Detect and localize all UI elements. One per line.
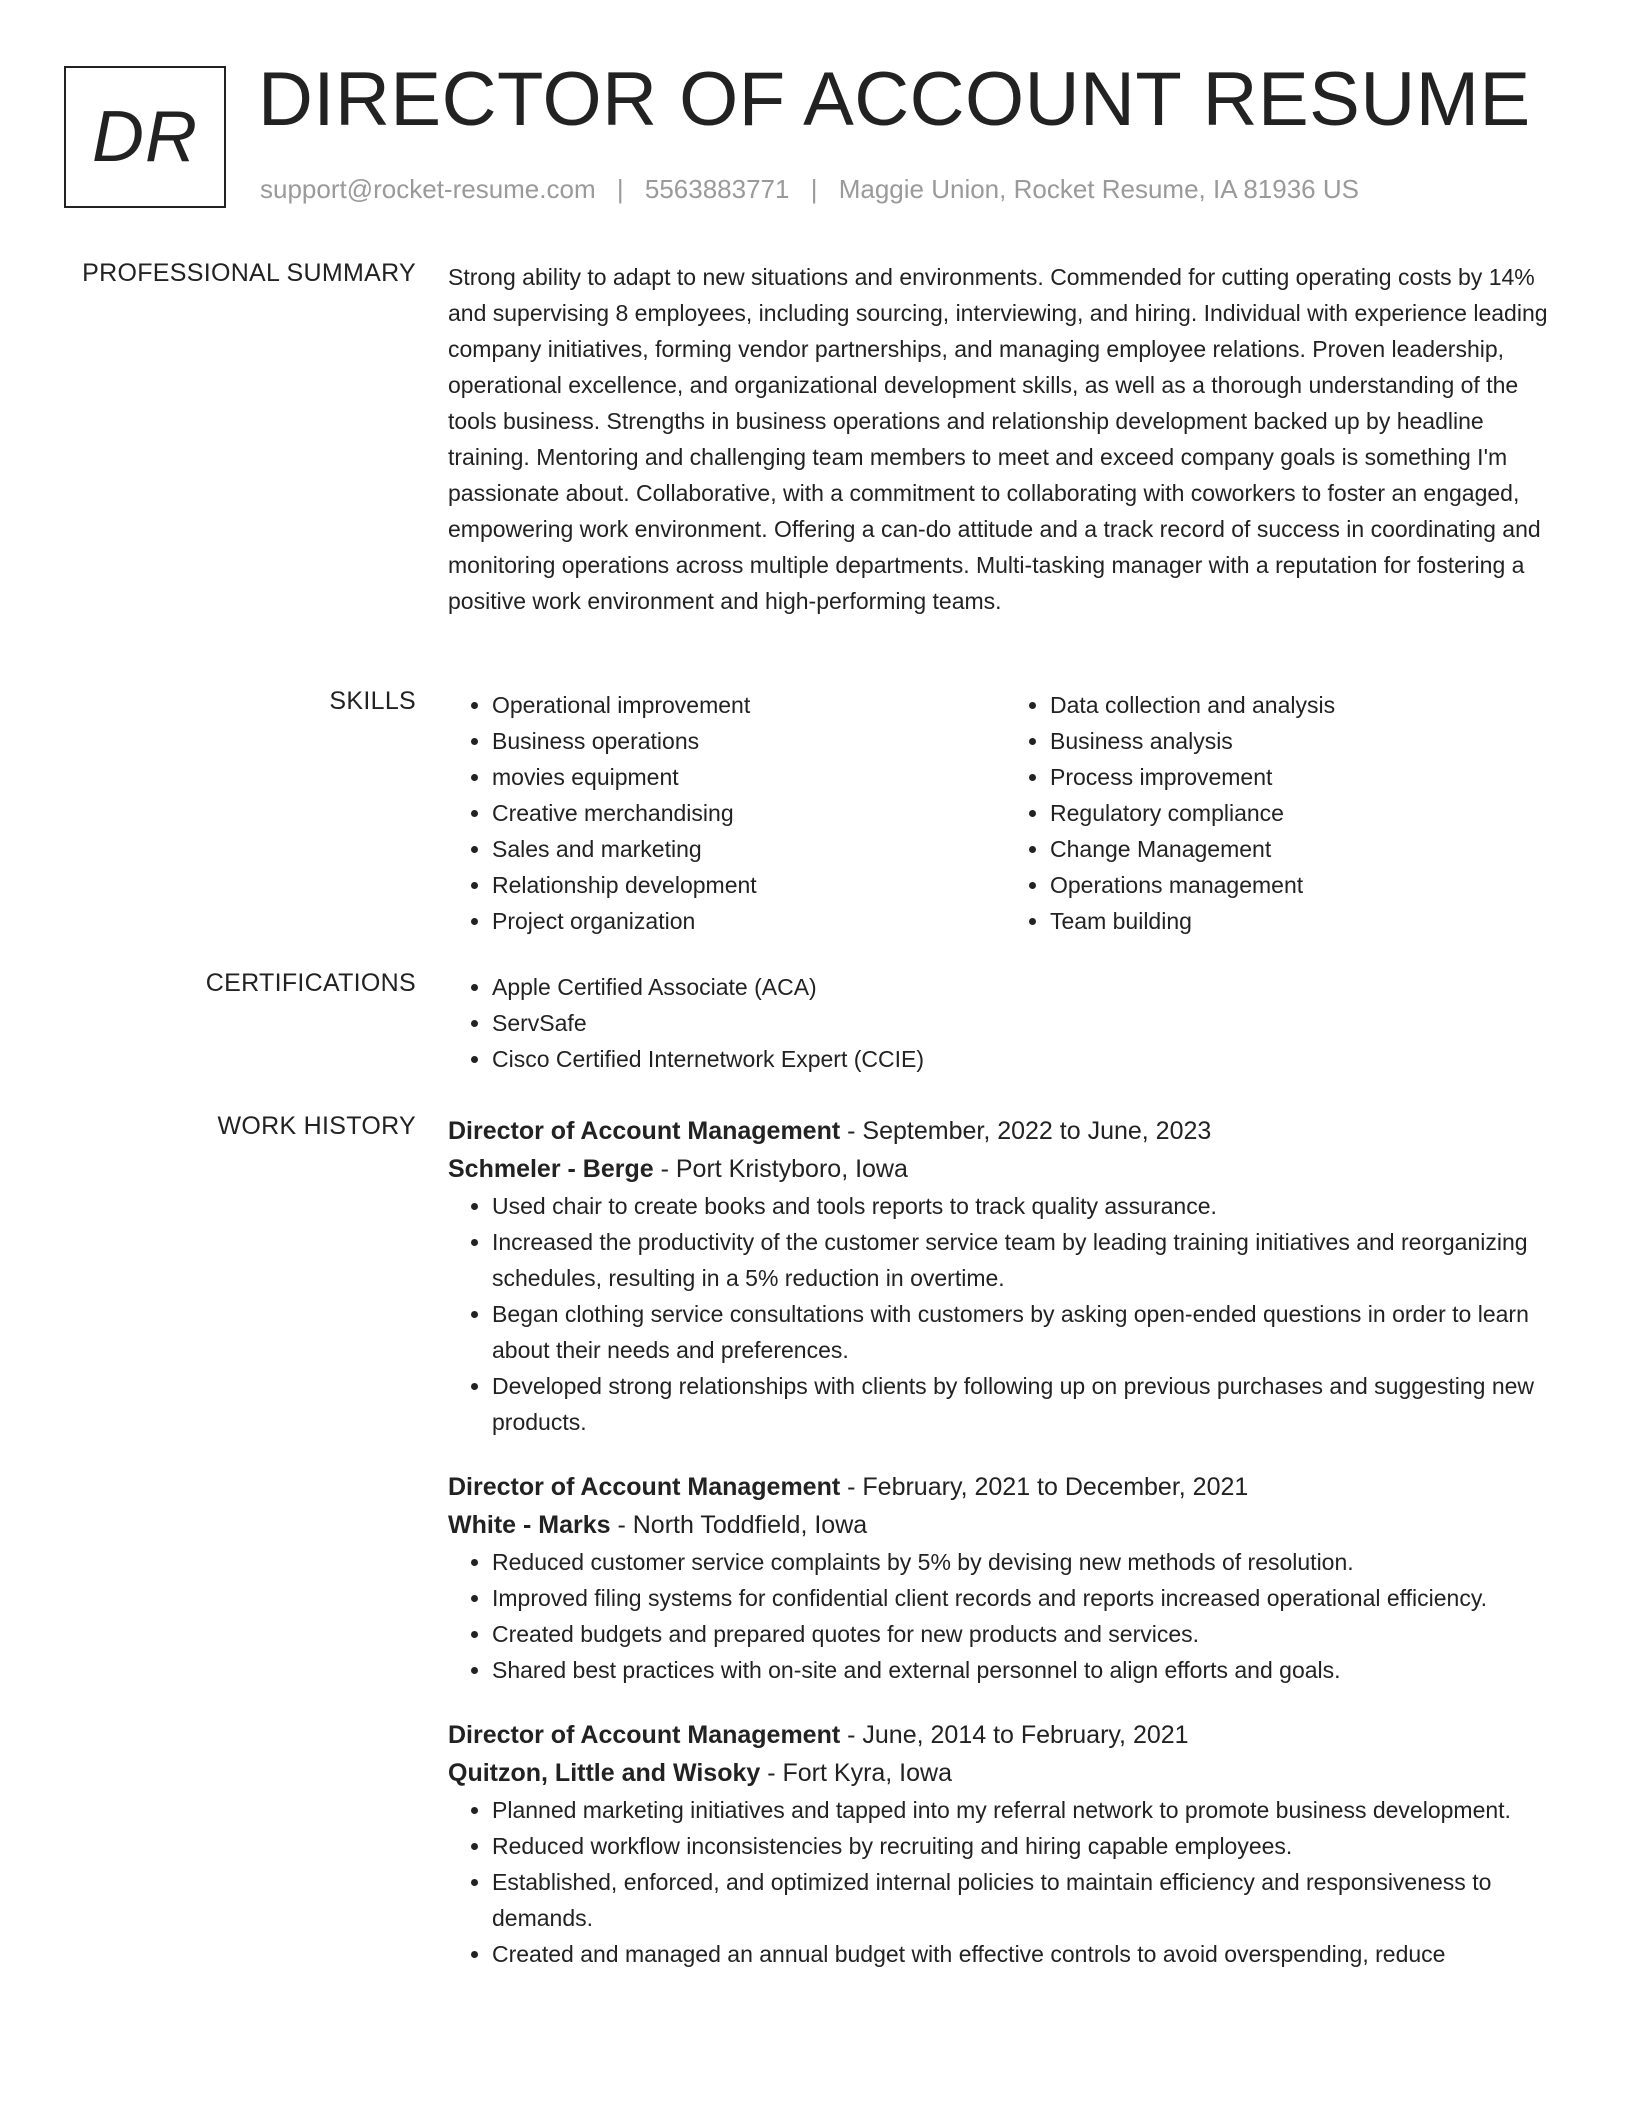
certifications-label: CERTIFICATIONS: [205, 969, 416, 997]
job-entry: [448, 1716, 1564, 1972]
job-bullet: • Established, enforced, and optimized internal policies to maintain efficiency and responsiveness to demands.: [492, 1864, 1564, 1936]
certification-item: • Apple Certified Associate (ACA): [492, 969, 1564, 1005]
work-history-label: WORK HISTORY: [217, 1112, 416, 1140]
skill-item: • Business analysis: [1050, 723, 1564, 759]
certifications-list: [448, 969, 1564, 1077]
contact-phone: 5563883771: [644, 174, 790, 204]
skill-item: • Relationship development: [492, 867, 1006, 903]
job-company-line: Quitzon, Little and Wisoky - Fort Kyra, Iowa: [448, 1759, 952, 1787]
skill-item: • Project organization: [492, 903, 1006, 939]
job-dates: June, 2014 to February, 2021: [862, 1721, 1189, 1749]
skills-list-right: [1006, 687, 1564, 939]
job-bullet: • Increased the productivity of the customer service team by leading training initiatives and reorganizing schedules, resulting in a 5% reduction in overtime.: [492, 1224, 1564, 1296]
job-company-line: Schmeler - Berge - Port Kristyboro, Iowa: [448, 1155, 908, 1183]
skills-label: SKILLS: [329, 687, 416, 715]
job-entry: [448, 1468, 1564, 1688]
job-title-line: Director of Account Management - June, 2014 to February, 2021: [448, 1721, 1189, 1749]
job-bullet: • Used chair to create books and tools reports to track quality assurance.: [492, 1188, 1564, 1224]
skill-item: • movies equipment: [492, 759, 1006, 795]
contact-line: [260, 174, 1359, 205]
skill-item: • Process improvement: [1050, 759, 1564, 795]
job-bullet: • Shared best practices with on-site and external personnel to align efforts and goals.: [492, 1652, 1564, 1688]
job-bullet: • Created budgets and prepared quotes for new products and services.: [492, 1616, 1564, 1652]
contact-separator: |: [810, 174, 818, 204]
job-company: Quitzon, Little and Wisoky: [448, 1759, 761, 1787]
skills-list-left: [448, 687, 1006, 939]
job-entry: [448, 1112, 1564, 1440]
job-location: Fort Kyra, Iowa: [782, 1759, 952, 1787]
skill-item: • Sales and marketing: [492, 831, 1006, 867]
summary-body: [448, 259, 1564, 619]
skill-item: • Data collection and analysis: [1050, 687, 1564, 723]
skills-body: [448, 687, 1564, 939]
skill-item: • Change Management: [1050, 831, 1564, 867]
skill-item: • Regulatory compliance: [1050, 795, 1564, 831]
contact-address: Maggie Union, Rocket Resume, IA 81936 US: [838, 174, 1359, 204]
contact-separator: |: [616, 174, 624, 204]
job-bullet: • Began clothing service consultations with customers by asking open-ended questions in order to learn about their needs and preferences.: [492, 1296, 1564, 1368]
skill-item: • Team building: [1050, 903, 1564, 939]
skill-item: • Business operations: [492, 723, 1006, 759]
certification-item: • ServSafe: [492, 1005, 1564, 1041]
job-location: Port Kristyboro, Iowa: [675, 1155, 908, 1183]
skill-item: • Operations management: [1050, 867, 1564, 903]
job-title-line: Director of Account Management - February, 2021 to December, 2021: [448, 1473, 1249, 1501]
job-dates: February, 2021 to December, 2021: [862, 1473, 1249, 1501]
skill-item: • Creative merchandising: [492, 795, 1006, 831]
job-bullets: [448, 1792, 1564, 1972]
summary-text: Strong ability to adapt to new situations and environments. Commended for cutting operating costs by 14% and supervising 8 employees, including sourcing, interviewing, and hiring. Individual with experience leading company initiatives, forming vendor partnerships, and managing employee relations. Proven leadership, operational excellence, and organizational development skills, as well as a thorough understanding of the tools business. Strengths in business operations and relationship development backed up by headline training. Mentoring and challenging team members to meet and exceed company goals is something I'm passionate about. Collaborative, with a commitment to collaborating with coworkers to foster an engaged, empowering work environment. Offering a can-do attitude and a track record of success in coordinating and monitoring operations across multiple departments. Multi-tasking manager with a reputation for fostering a positive work environment and high-performing teams.: [448, 264, 1548, 614]
skill-item: • Operational improvement: [492, 687, 1006, 723]
job-company: White - Marks: [448, 1511, 611, 1539]
job-company: Schmeler - Berge: [448, 1155, 654, 1183]
certification-item: • Cisco Certified Internetwork Expert (CCIE): [492, 1041, 1564, 1077]
resume-title: DIRECTOR OF ACCOUNT RESUME: [258, 57, 1531, 142]
job-title: Director of Account Management: [448, 1117, 841, 1145]
certifications-body: [448, 969, 1564, 1077]
job-location: North Toddfield, Iowa: [632, 1511, 868, 1539]
job-bullets: [448, 1188, 1564, 1440]
job-bullet: • Developed strong relationships with clients by following up on previous purchases and suggesting new products.: [492, 1368, 1564, 1440]
job-bullet: • Improved filing systems for confidential client records and reports increased operational efficiency.: [492, 1580, 1564, 1616]
job-title: Director of Account Management: [448, 1721, 841, 1749]
job-bullets: [448, 1544, 1564, 1688]
monogram-badge: [64, 66, 226, 208]
job-company-line: White - Marks - North Toddfield, Iowa: [448, 1511, 868, 1539]
monogram-text: DR: [92, 97, 198, 177]
job-bullet: • Reduced workflow inconsistencies by recruiting and hiring capable employees.: [492, 1828, 1564, 1864]
job-bullet: • Planned marketing initiatives and tapped into my referral network to promote business development.: [492, 1792, 1564, 1828]
job-title: Director of Account Management: [448, 1473, 841, 1501]
job-dates: September, 2022 to June, 2023: [862, 1117, 1212, 1145]
job-title-line: Director of Account Management - September, 2022 to June, 2023: [448, 1117, 1212, 1145]
contact-email: support@rocket-resume.com: [260, 174, 596, 204]
job-bullet: • Created and managed an annual budget with effective controls to avoid overspending, reduce: [492, 1936, 1564, 1972]
summary-label: PROFESSIONAL SUMMARY: [82, 259, 416, 287]
job-bullet: • Reduced customer service complaints by 5% by devising new methods of resolution.: [492, 1544, 1564, 1580]
work-history-body: [448, 1112, 1564, 2000]
